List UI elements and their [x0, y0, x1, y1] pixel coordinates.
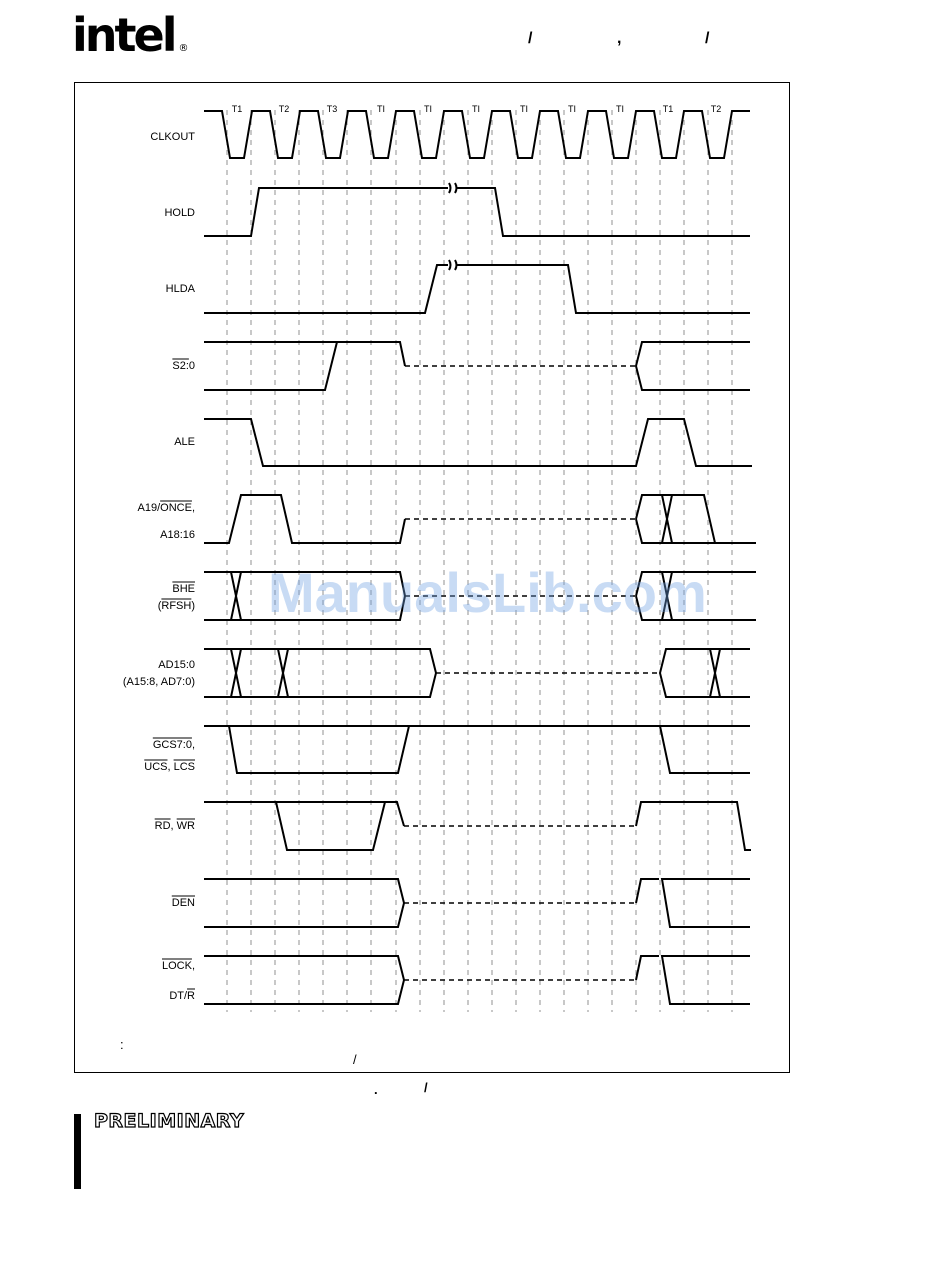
bhe-label: (RFSH) [157, 600, 195, 612]
signal-labels [123, 131, 196, 1002]
registered-mark: ® [178, 43, 189, 54]
ad15-cross-2 [278, 649, 288, 697]
watermark: ManualsLib.com [268, 561, 707, 624]
ad15-label: AD15:0 [158, 659, 195, 671]
hlda-wave-after-break [457, 265, 750, 313]
s2-wave-resume [636, 342, 750, 390]
t-state-label: TI [377, 104, 385, 114]
lock-wave-rise [636, 956, 659, 980]
hold-label: HOLD [164, 207, 195, 219]
a19-wave-low [636, 519, 756, 543]
ad15-cross-3 [710, 649, 720, 697]
lock-wave [204, 956, 404, 1004]
clkout-wave [204, 111, 750, 158]
t-state-label: T3 [326, 104, 338, 114]
rdwr-wave [204, 802, 404, 826]
t-state-label: T1 [231, 104, 243, 114]
den-wave-resume [662, 879, 750, 927]
s2-wave-high [204, 342, 405, 366]
a19-wave-high [636, 495, 756, 543]
clkout-label: CLKOUT [150, 131, 195, 143]
s2-label: S2:0 [172, 360, 195, 372]
hold-wave [204, 188, 448, 236]
t-state-label: T1 [662, 104, 674, 114]
den-wave-rise [636, 879, 659, 903]
hlda-label: HLDA [165, 283, 195, 295]
ad15-wave-resume [660, 649, 750, 697]
t-state-label: T2 [710, 104, 722, 114]
t-state-label: TI [520, 104, 528, 114]
ad15-cross-1 [231, 649, 241, 697]
gcs-label: GCS7:0, [152, 739, 195, 751]
t-state-label: T2 [278, 104, 290, 114]
bhe-cross [231, 572, 241, 620]
a19-label: A19/ONCE, [137, 502, 195, 514]
bhe-label: BHE [172, 583, 195, 595]
hold-break-icon [449, 183, 457, 193]
den-label: DEN [171, 897, 195, 909]
s2-wave-low [204, 342, 337, 390]
waveforms [204, 111, 756, 1004]
den-wave [204, 879, 404, 927]
t-state-label: TI [616, 104, 624, 114]
rdwr-wave-resume [636, 802, 751, 850]
preliminary-label: PRELIMINARY [94, 1110, 245, 1132]
gcs-wave-low [229, 726, 409, 773]
a19-cross [662, 495, 672, 543]
a19-wave [204, 495, 405, 543]
t-state-label: TI [568, 104, 576, 114]
rdwr-label: RD, WR [154, 820, 195, 832]
t-state-label: TI [424, 104, 432, 114]
ad15-label: (A15:8, AD7:0) [122, 676, 195, 688]
a19-label: A18:16 [160, 529, 195, 541]
header-mark-2: , [617, 30, 622, 47]
header-mark-3: / [705, 30, 710, 47]
hlda-break-icon [449, 260, 457, 270]
lock-wave-resume [662, 956, 750, 1004]
rdwr-pulse [276, 802, 385, 850]
ale-wave [204, 419, 752, 466]
note-slash: / [353, 1052, 357, 1067]
caption-slash: / [424, 1080, 428, 1095]
ale-label: ALE [174, 436, 195, 448]
logo-text: intel [72, 8, 175, 62]
note-colon: : [120, 1037, 124, 1052]
gcs-label: UCS, LCS [144, 761, 195, 773]
preliminary-bar [74, 1114, 81, 1189]
hold-wave-after-break [457, 188, 750, 236]
header-mark-1: / [528, 30, 533, 47]
lock-label: LOCK, [161, 960, 195, 972]
gcs-wave-resume [660, 726, 750, 773]
lock-label: DT/R [169, 990, 195, 1002]
t-state-labels [232, 104, 722, 114]
t-state-label: TI [472, 104, 480, 114]
caption-dot: . [374, 1082, 378, 1097]
hlda-wave [204, 265, 448, 313]
